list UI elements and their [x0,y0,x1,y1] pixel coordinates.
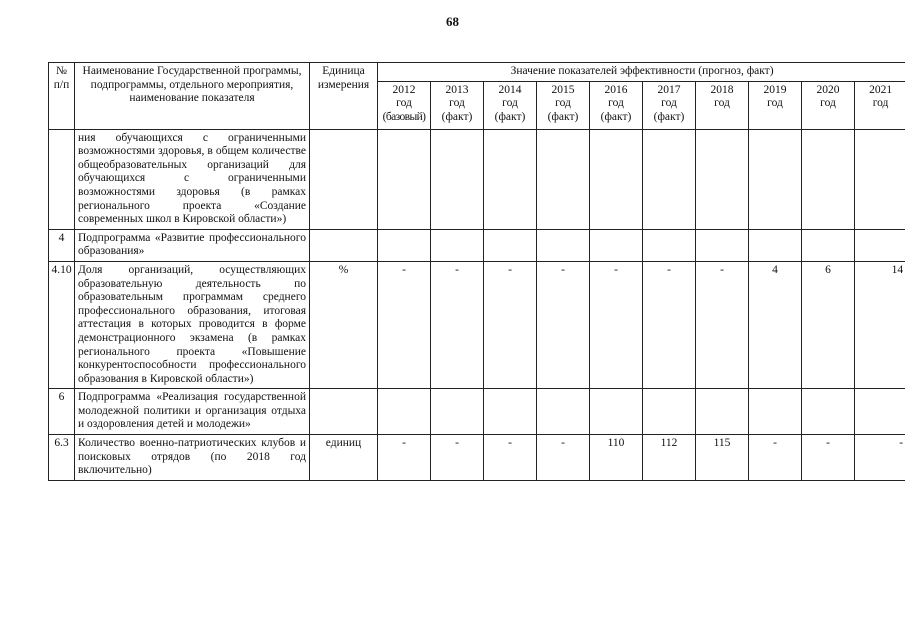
row-value [802,389,855,435]
row-value: - [431,435,484,481]
row-value: - [749,435,802,481]
row-value [378,389,431,435]
row-name: Подпрограмма «Развитие профессионального образования» [75,229,310,261]
row-value: - [590,261,643,388]
row-value [590,229,643,261]
row-value: - [378,435,431,481]
row-value [696,229,749,261]
row-value [484,389,537,435]
header-year: 2020 год [802,81,855,129]
row-number: 4 [49,229,75,261]
row-value [378,129,431,229]
row-value: - [484,435,537,481]
row-value [643,229,696,261]
row-value [537,129,590,229]
row-value [749,129,802,229]
row-name: Количество военно-патриотических клубов и поисковых отрядов (по 2018 год включительно) [75,435,310,481]
row-value: - [643,261,696,388]
row-value [431,389,484,435]
row-name: Доля организаций, осуществляющих образовательную деятельность по образовательным программам среднего профессионального образования, итоговая аттестация в которых проводится в форме демонстрационного экзамена (в рамках регионального проекта «Повышение конкурентоспособности профессионального образования в Кировской области») [75,261,310,388]
row-value: 115 [696,435,749,481]
row-number: 6.3 [49,435,75,481]
row-value [590,389,643,435]
row-value: 14 [855,261,905,388]
row-value: - [537,435,590,481]
row-value: 4 [749,261,802,388]
row-unit [310,129,378,229]
row-value [802,129,855,229]
row-value: 110 [590,435,643,481]
header-year: 2021 год [855,81,905,129]
row-value: - [855,435,905,481]
header-row-top [49,63,905,82]
row-name: ния обучающихся с ограниченными возможностями здоровья, в общем количестве общеобразовательных организаций для обучающихся с ограниченными возможностями здоровья (в рамках регионального проекта «Создание современных школ в Кировской области») [75,129,310,229]
row-number: 4.10 [49,261,75,388]
header-number: № п/п [49,63,75,130]
row-value [696,389,749,435]
header-year: 2015 год (факт) [537,81,590,129]
header-name: Наименование Государственной программы, подпрограммы, отдельного мероприятия, наименование показателя [75,63,310,130]
row-value [431,229,484,261]
row-value: - [696,261,749,388]
row-value [537,389,590,435]
row-number [49,129,75,229]
row-value [696,129,749,229]
row-value: - [484,261,537,388]
row-value [749,389,802,435]
row-unit: единиц [310,435,378,481]
table-row [49,229,905,261]
header-year: 2017 год (факт) [643,81,696,129]
row-value [749,229,802,261]
header-year: 2014 год (факт) [484,81,537,129]
row-value [537,229,590,261]
row-value [855,389,905,435]
table-row [49,389,905,435]
row-value: - [802,435,855,481]
header-year: 2016 год (факт) [590,81,643,129]
row-name: Подпрограмма «Реализация государственной молодежной политики и организация отдыха и оздоровления детей и молодежи» [75,389,310,435]
row-unit [310,229,378,261]
row-value [643,389,696,435]
table-row [49,435,905,481]
row-value [484,129,537,229]
row-value [484,229,537,261]
row-value: 6 [802,261,855,388]
row-unit [310,389,378,435]
header-year: 2018 год [696,81,749,129]
performance-indicators-table [48,62,905,481]
header-values: Значение показателей эффективности (прогноз, факт) [378,63,905,82]
row-value [590,129,643,229]
page-number: 68 [446,14,459,29]
row-value [431,129,484,229]
row-unit: % [310,261,378,388]
row-value [855,129,905,229]
row-value: - [378,261,431,388]
row-value [378,229,431,261]
row-value: - [431,261,484,388]
header-year: 2012 год (базовый) [378,81,431,129]
table-row [49,129,905,229]
row-value [643,129,696,229]
row-value: - [537,261,590,388]
row-value: 112 [643,435,696,481]
table-row [49,261,905,388]
row-number: 6 [49,389,75,435]
header-year: 2019 год [749,81,802,129]
row-value [802,229,855,261]
header-unit: Единица измерения [310,63,378,130]
row-value [855,229,905,261]
header-year: 2013 год (факт) [431,81,484,129]
